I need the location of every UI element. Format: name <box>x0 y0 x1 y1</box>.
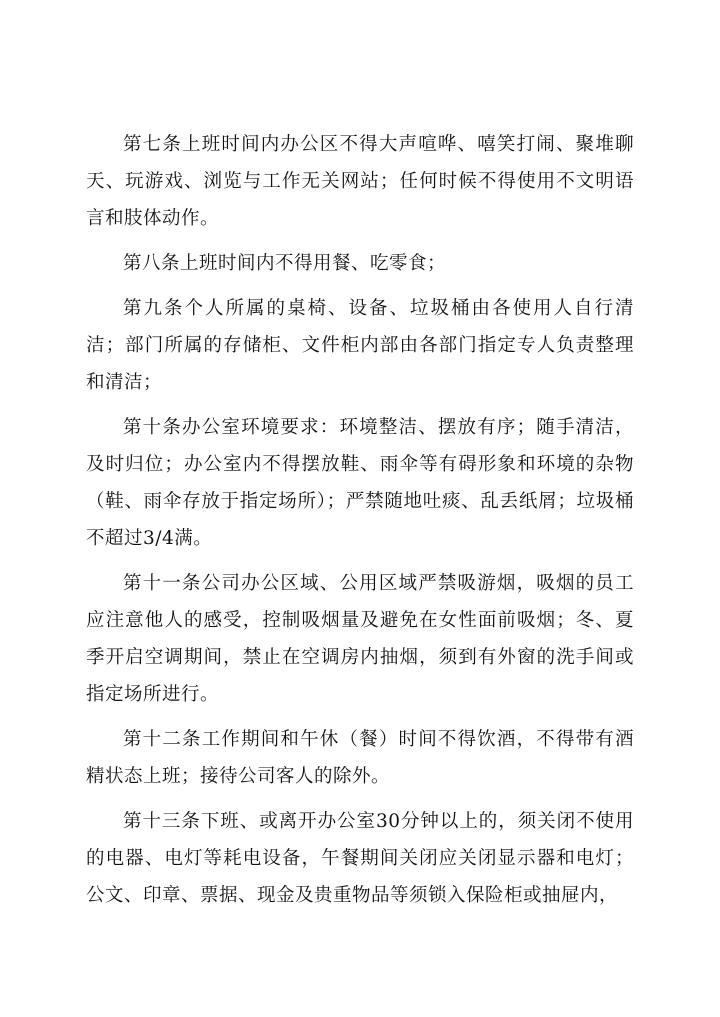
article-13-paragraph: 第十三条下班、或离开办公室30分钟以上的，须关闭不使用的电器、电灯等耗电设备，午餐期间关闭应关闭显示器和电灯；公文、印章、票据、现金及贵重物品等须锁入保险柜或抽屉内， <box>86 811 634 906</box>
article-12-paragraph: 第十二条工作期间和午休（餐）时间不得饮酒，不得带有酒精状态上班；接待公司客人的除外。 <box>86 729 634 787</box>
article-10-paragraph: 第十条办公室环境要求：环境整洁、摆放有序；随手清洁，及时归位；办公室内不得摆放鞋、雨伞等有碍形象和环境的杂物（鞋、雨伞存放于指定场所）；严禁随地吐痰、乱丢纸屑；垃圾桶不超过3/4满。 <box>86 417 634 549</box>
article-8-paragraph: 第八条上班时间内不得用餐、吃零食； <box>123 253 447 274</box>
document-body <box>86 126 634 922</box>
article-9-paragraph: 第九条个人所属的桌椅、设备、垃圾桶由各使用人自行清洁；部门所属的存储柜、文件柜内部由各部门指定专人负责整理和清洁； <box>86 298 634 393</box>
article-7-paragraph: 第七条上班时间内办公区不得大声喧哗、嘻笑打闹、聚堆聊天、玩游戏、浏览与工作无关网站；任何时候不得使用不文明语言和肢体动作。 <box>86 134 634 229</box>
article-11-paragraph: 第十一条公司办公区域、公用区域严禁吸游烟，吸烟的员工应注意他人的感受，控制吸烟量及避免在女性面前吸烟；冬、夏季开启空调期间，禁止在空调房内抽烟，须到有外窗的洗手间或指定场所进行。 <box>86 573 634 705</box>
